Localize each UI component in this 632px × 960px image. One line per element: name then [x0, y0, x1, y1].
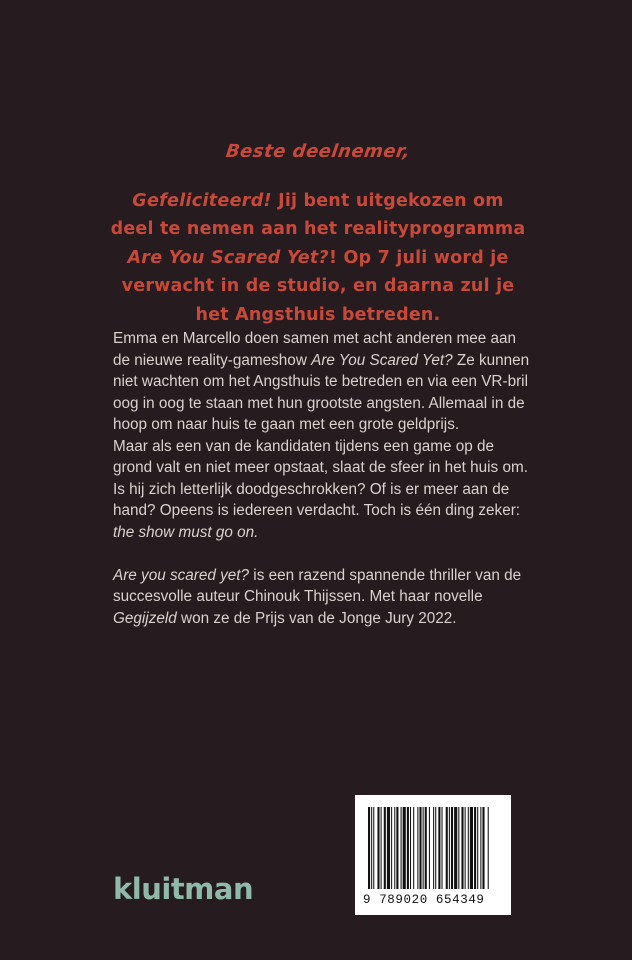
- blurb-p1-title: Are You Scared Yet?: [311, 351, 453, 369]
- blurb-p1-text-a: Emma en Marcello doen samen met acht anderen mee aan de nieuwe reality-gameshow: [113, 330, 517, 369]
- letter-line5: het Angsthuis betreden.: [195, 304, 441, 325]
- letter-body: [108, 187, 528, 330]
- blurb-p3-title: Are you scared yet?: [113, 566, 250, 584]
- blurb-p1-text-b: Ze kunnen niet wachten om het Angsthuis te betreden en via een VR-bril oog in oog te staan met hun grootste angsten. Allemaal in de hoop om naar huis te gaan met een grote geldprijs.: [113, 351, 530, 433]
- letter-show-title: Are You Scared Yet?: [127, 247, 330, 268]
- letter-line4: verwacht in de studio, en daarna zul je: [121, 276, 515, 296]
- letter-salutation: Beste deelnemer,: [224, 141, 412, 162]
- invitation-letter: [108, 138, 528, 329]
- blurb-paragraph-3: [113, 565, 533, 630]
- blurb-p3-emphasis: Gegijzeld: [113, 609, 177, 627]
- letter-line1-rest: Jij bent uitgekozen om: [271, 190, 504, 211]
- blurb-text: [113, 328, 533, 629]
- blurb-p3-text-b: won ze de Prijs van de Jonge Jury 2022.: [176, 609, 457, 627]
- blurb-p3-text-a: is een razend spannende thriller van de succesvolle auteur Chinouk Thijssen. Met haar novelle: [113, 566, 522, 605]
- letter-line3-rest: ! Op 7 juli word je: [329, 247, 509, 268]
- blurb-p2-emphasis: the show must go on.: [113, 523, 259, 541]
- blurb-p2-text: Maar als een van de kandidaten tijdens een game op de grond valt en niet meer opstaat, slaat de sfeer in het huis om. Is hij zich letterlijk doodgeschrokken? Of is er meer aan de hand? Opeens is iedereen verdacht. Toch is één ding zeker:: [113, 437, 528, 519]
- isbn-barcode: [355, 795, 511, 915]
- barcode-bars: [368, 807, 498, 889]
- blurb-paragraph-2: [113, 436, 533, 544]
- blurb-paragraph-1: [113, 328, 533, 436]
- isbn-number: 9 789020 654349: [363, 893, 485, 907]
- publisher-logo: kluitman: [113, 872, 254, 906]
- letter-line2: deel te nemen aan het realityprogramma: [110, 219, 526, 239]
- letter-congrats: Gefeliciteerd!: [132, 190, 272, 211]
